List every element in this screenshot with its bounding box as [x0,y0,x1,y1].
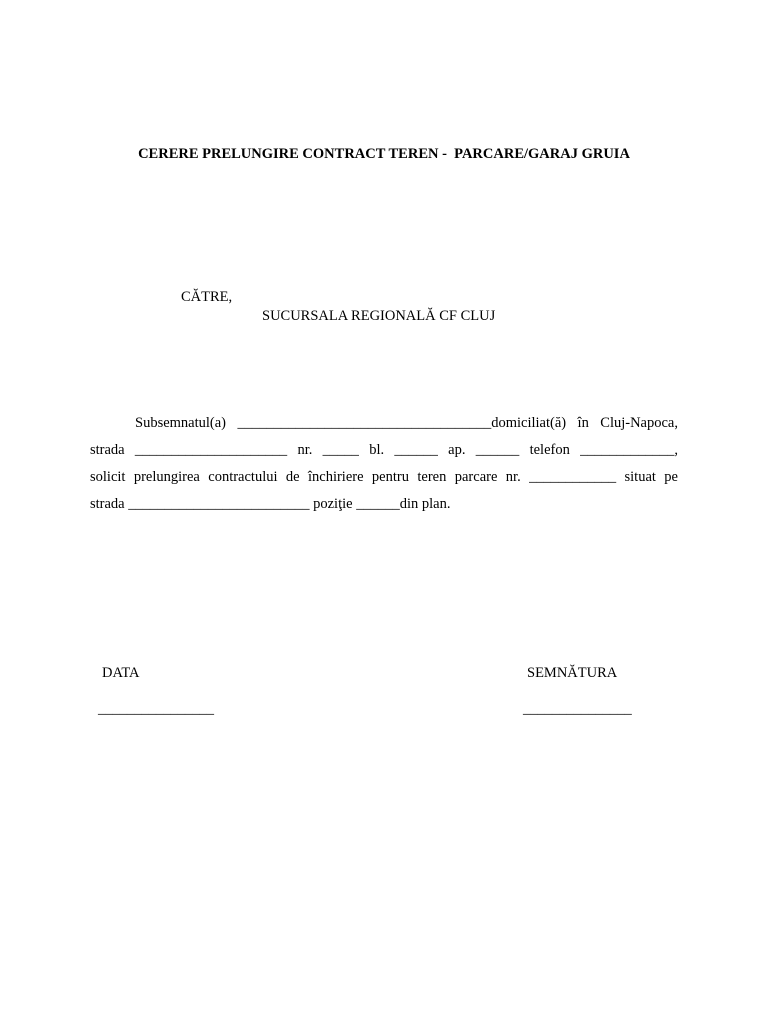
addressee-label: CĂTRE, [181,289,233,305]
signature-blank-line: _______________ [523,701,632,717]
document-title: CERERE PRELUNGIRE CONTRACT TEREN - PARCARE/GARAJ GRUIA [138,146,630,162]
recipient-name: SUCURSALA REGIONALĂ CF CLUJ [262,308,496,324]
paragraph-line: strada _____________________ nr. _____ bl. ______ ap. ______ telefon _____________, [90,442,678,458]
paragraph-line: Subsemnatul(a) ___________________________________domiciliat(ă) în Cluj-Napoca, [135,415,678,431]
date-blank-line: ________________ [98,701,214,717]
paragraph-line: strada _________________________ poziţie ______din plan. [90,496,451,512]
paragraph-line: solicit prelungirea contractului de închiriere pentru teren parcare nr. ____________ situat pe [90,469,678,485]
signature-label: SEMNĂTURA [527,665,618,681]
date-label: DATA [102,665,140,681]
request-paragraph [90,410,678,518]
